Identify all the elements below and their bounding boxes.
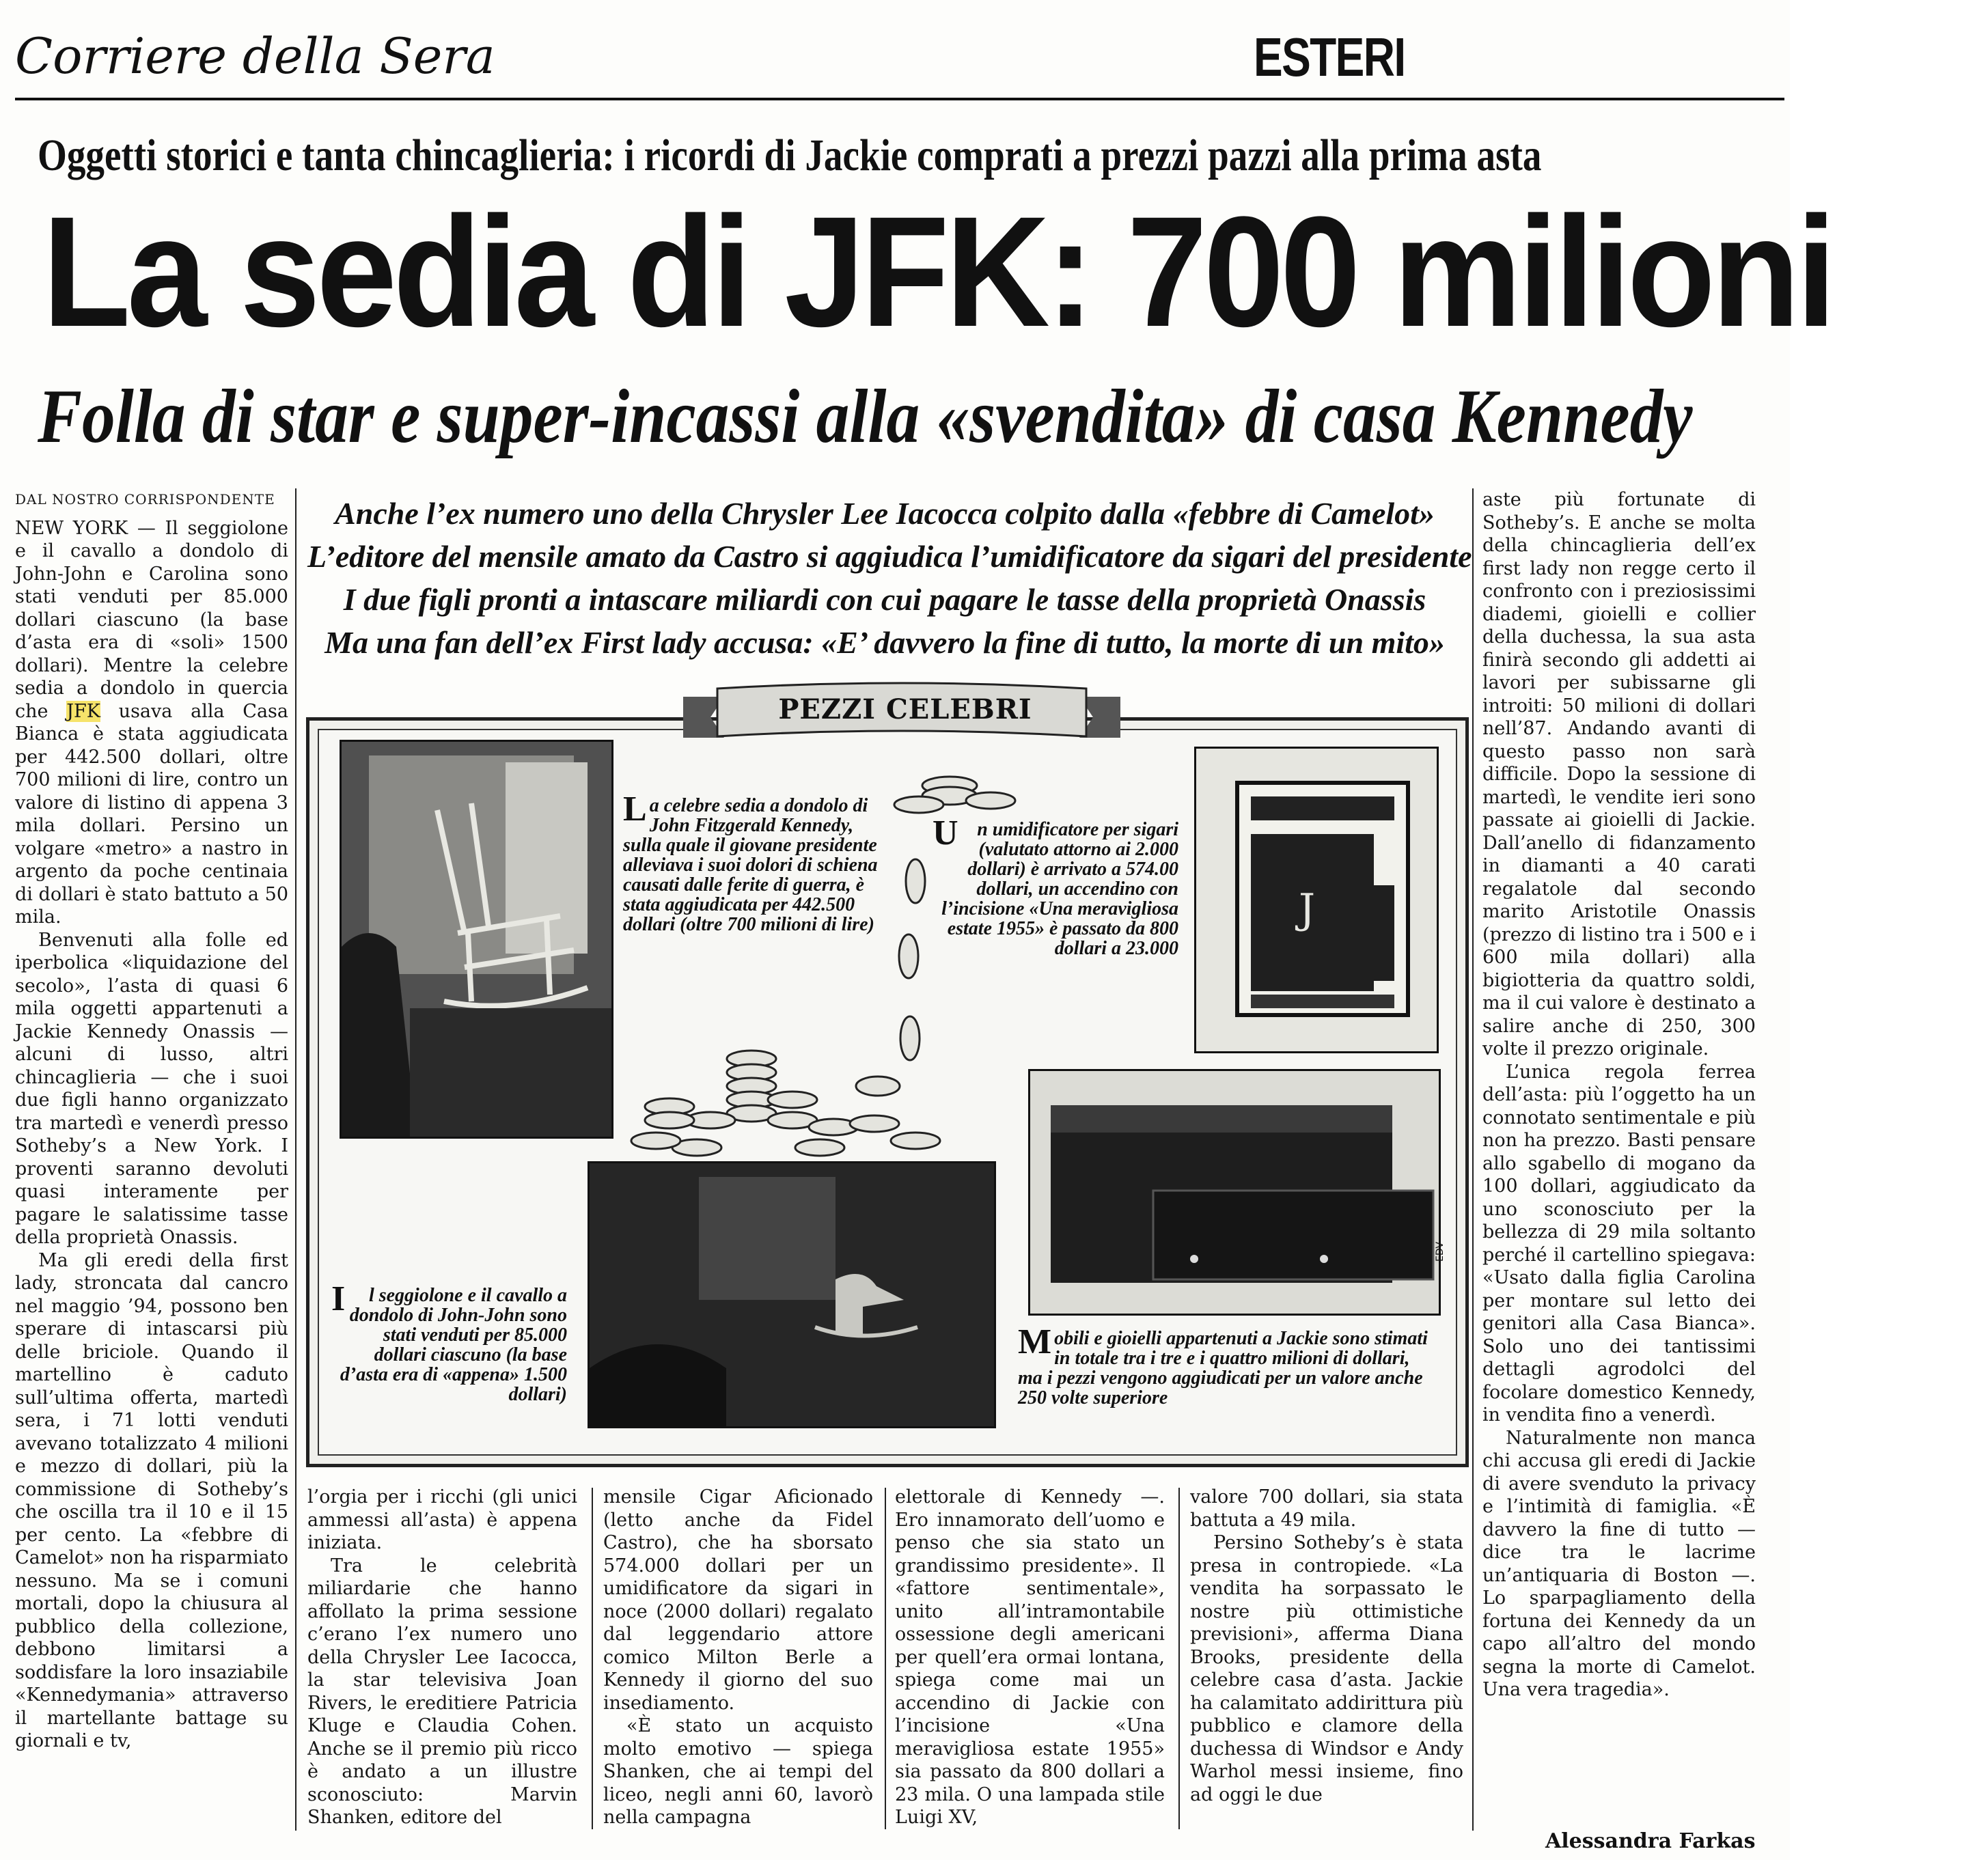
- lighter-photo: [1194, 747, 1439, 1053]
- headline-text: La sedia di JFK: 700 milioni: [42, 184, 1833, 359]
- caption-rocking-chair: La celebre sedia a dondolo di John Fitzgerald Kennedy, sulla quale il giovane presidente alleviava i suoi dolori di schiena causati dalle ferite di guerra, è stata aggiudicata per 442.500 dollari (oltre 700 milioni di lire): [623, 790, 878, 935]
- caption-humidor: Un umidificatore per sigari (valutato attorno ai 2.000 dollari) è arrivato a 574.00 dollari, un accendino con l’incisione «Una meravigliosa estate 1955» è passato da 800 dollari a 23.000: [933, 814, 1178, 959]
- subheadline-text: Folla di star e super-incassi alla «svendita» di casa Kennedy: [38, 374, 1693, 459]
- column-rule: [1178, 1488, 1180, 1829]
- paragraph: Ma gli eredi della first lady, stroncata dal cancro nel maggio ’94, possono ben sperare di intascarsi più delle briciole. Quando il martellino è caduto sull’ultima offerta, martedì sera, i 71 lotti venduti avevano totalizzato 4 milioni e mezzo di dollari, più la commissione di Sotheby’s che oscilla tra il 10 e il 15 per cento. La «febbre di Camelot» non ha risparmiato nessuno. Ma se i comuni mortali, dopo la chiusura al pubblico della collezione, debbono limitarsi a soddisfare la loro insaziabile «Kennedymania» attraverso il martellante battage su giornali e tv,: [15, 1249, 288, 1751]
- lighter-monogram: J: [1299, 885, 1316, 933]
- paragraph: L’unica regola ferrea dell’asta: più l’oggetto ha un connotato sentimentale e più non ha prezzo. Basti pensare allo sgabello di mogano da 100 dollari, aggiudicato da uno sconosciuto per la bellezza di 29 mila soltanto perché il cartellino spiegava: «Usato dalla figlia Carolina per montare sul letto dei genitori alla Casa Bianca». Solo uno dei tantissimi dettagli agrodolci del focolare domestico Kennedy, in vendita fino a venerdì.: [1482, 1061, 1756, 1426]
- article-column-3: [603, 1486, 873, 1827]
- subheadline: [38, 372, 1786, 461]
- article-column-2: [307, 1486, 577, 1827]
- article-column-4: [895, 1486, 1165, 1827]
- column-rule: [592, 1488, 593, 1829]
- byline: Alessandra Farkas: [1545, 1829, 1756, 1853]
- headline: [42, 183, 1833, 361]
- caption-highchair: I l seggiolone e il cavallo a dondolo di John-John sono stati venduti per 85.000 dollari ciascuno (la base d’asta era di «appena» 1.500 dollari): [331, 1279, 567, 1405]
- paragraph: Persino Sotheby’s è stata presa in contropiede. «La vendita ha sorpassato le nostre più ottimistiche previsioni», afferma Diana Brooks, presidente della celebre casa d’asta. Jackie ha calamitato addirittura più pubblico e clamore della duchessa di Windsor e Andy Warhol messi insieme, fino ad oggi le due: [1190, 1532, 1463, 1805]
- paragraph: mensile Cigar Aficionado (letto anche da Fidel Castro), che ha sborsato 574.000 dollari per un umidificatore da sigari in noce (2000 dollari) regalato dal leggendario attore comico Milton Berle a Kennedy il giorno del suo insediamento.: [603, 1486, 873, 1714]
- rocking-chair-photo: [340, 740, 613, 1139]
- masthead-rule: [15, 98, 1784, 100]
- kicker-text: Oggetti storici e tanta chincaglieria: i ricordi di Jackie comprati a prezzi pazzi alla prima asta: [38, 130, 1542, 180]
- lighter-illustration: [1196, 749, 1437, 1051]
- article-column-6: [1482, 488, 1756, 1820]
- column-rule: [885, 1488, 886, 1829]
- rocking-chair-illustration: [342, 742, 611, 1137]
- summary-line: L’editore del mensile amato da Castro si aggiudica l’umidificatore da sigari del presidente: [307, 539, 1472, 574]
- summary-line: Ma una fan dell’ex First lady accusa: «E’ davvero la fine di tutto, la morte di un mito»: [325, 625, 1445, 660]
- furniture-photo: [1028, 1069, 1446, 1316]
- highlighted-term: JFK: [66, 700, 100, 722]
- trunk-illustration: [1030, 1071, 1439, 1314]
- column-rule: [1472, 488, 1474, 1831]
- summary-line: I due figli pronti a intascare miliardi con cui pagare le tasse della proprietà Onassis: [343, 582, 1426, 617]
- rocking-horse-illustration: [590, 1163, 994, 1426]
- paragraph: aste più fortunate di Sotheby’s. E anche se molta della chincaglieria dell’ex first lady non regge certo il confronto con i preziosissimi diademi, gioielli e collier della duchessa, la sua asta finirà secondo gli addetti ai lavori per subissarne gli introiti: 50 milioni di dollari nell’87. Andando avanti di questo passo non sarà difficile. Dopo la sessione di martedì, le vendite ieri sono passate ai gioielli di Jackie. Dall’anello di fidanzamento in diamanti a 40 carati regalatole dal secondo marito Aristotile Onassis (prezzo di listino tra i 500 e i 600 mila dollari) alla bigiotteria da quattro soldi, ma il cui valore è destinato a salire anche di 250, 300 volte il prezzo originale.: [1482, 489, 1756, 1059]
- paragraph: Tra le celebrità miliardarie che hanno affollato la prima sessione c’erano l’ex numero uno della Chrysler Lee Iacocca, la star televisiva Joan Rivers, le ereditiere Patricia Kluge e Claudia Cohen. Anche se il premio più ricco è andato a un illustre sconosciuto: Marvin Shanken, editore del: [307, 1555, 577, 1828]
- newspaper-name: Corriere della Sera: [15, 27, 495, 85]
- rocking-horse-photo: [588, 1161, 996, 1428]
- paragraph: valore 700 dollari, sia stata battuta a 49 mila.: [1190, 1486, 1463, 1531]
- image-credit: EDV: [1435, 1242, 1446, 1262]
- column-rule: [295, 488, 296, 1831]
- kicker: [38, 130, 1752, 182]
- paragraph: Naturalmente non manca chi accusa gli eredi di Jackie di avere svenduto la privacy e l’intimità di famiglia. «È davvero la fine di tutto — dice tra le lacrime un’antiquaria di Boston —. Lo sparpagliamento della fortuna dei Kennedy da un capo all’altro del mondo segna la morte di Camelot. Una vera tragedia».: [1482, 1427, 1756, 1700]
- article-column-1: [15, 488, 288, 1753]
- paragraph: «È stato un acquisto molto emotivo — spiega Shanken, che ai tempi del liceo, negli anni 60, lavorò nella campagna: [603, 1715, 873, 1828]
- summary-line: Anche l’ex numero uno della Chrysler Lee Iacocca colpito dalla «febbre di Camelot»: [335, 496, 1435, 531]
- paragraph: Benvenuti alla folle ed iperbolica «liquidazione del secolo», l’asta di quasi 6 mila oggetti appartenuti a Jackie Kennedy Onassis — alcuni di lusso, altri chincaglieria — che i suoi due figli hanno organizzato tra martedì e venerdì presso Sotheby’s a New York. I proventi saranno devoluti quasi interamente per pagare le salatissime tasse della proprietà Onassis.: [15, 929, 288, 1248]
- paragraph: l’orgia per i ricchi (gli unici ammessi all’asta) è appena iniziata.: [307, 1486, 577, 1553]
- paragraph: elettorale di Kennedy —. Ero innamorato dell’uomo e penso che sia stato un grandissimo presidente». Il «fattore sentimentale», unito all’intramontabile ossessione degli americani per quell’era ormai lontana, spiega come mai un accendino di Jackie con l’incisione «Una meravigliosa estate 1955» sia passato da 800 dollari a 23 mila. O una lampada stile Luigi XV,: [895, 1486, 1165, 1828]
- article-column-5: [1190, 1486, 1463, 1827]
- caption-furniture: Mobili e gioielli appartenuti a Jackie sono stimati in totale tra i tre e i quattro milioni di dollari, ma i pezzi vengono aggiudicati per un valore anche 250 volte superiore: [1018, 1322, 1428, 1408]
- summary-block: [307, 492, 1472, 664]
- banner-title: PEZZI CELEBRI: [778, 693, 1032, 725]
- dateline: DAL NOSTRO CORRISPONDENTE: [15, 491, 275, 508]
- paragraph: NEW YORK — Il seggiolone e il cavallo a dondolo di John-John e Carolina sono stati venduti per 85.000 dollari ciascuno (la base d’asta era di «soli» 1500 dollari). Mentre la celebre sedia a dondolo in quercia che JFK usava alla Casa Bianca è stata aggiudicata per 442.500 dollari, oltre 700 milioni di lire, contro un valore di listino di appena 3 mila dollari. Persino un volgare «metro» a nastro in argento da poche centinaia di dollari è stato battuto a 50 mila.: [15, 517, 288, 928]
- section-label: ESTERI: [1254, 27, 1405, 87]
